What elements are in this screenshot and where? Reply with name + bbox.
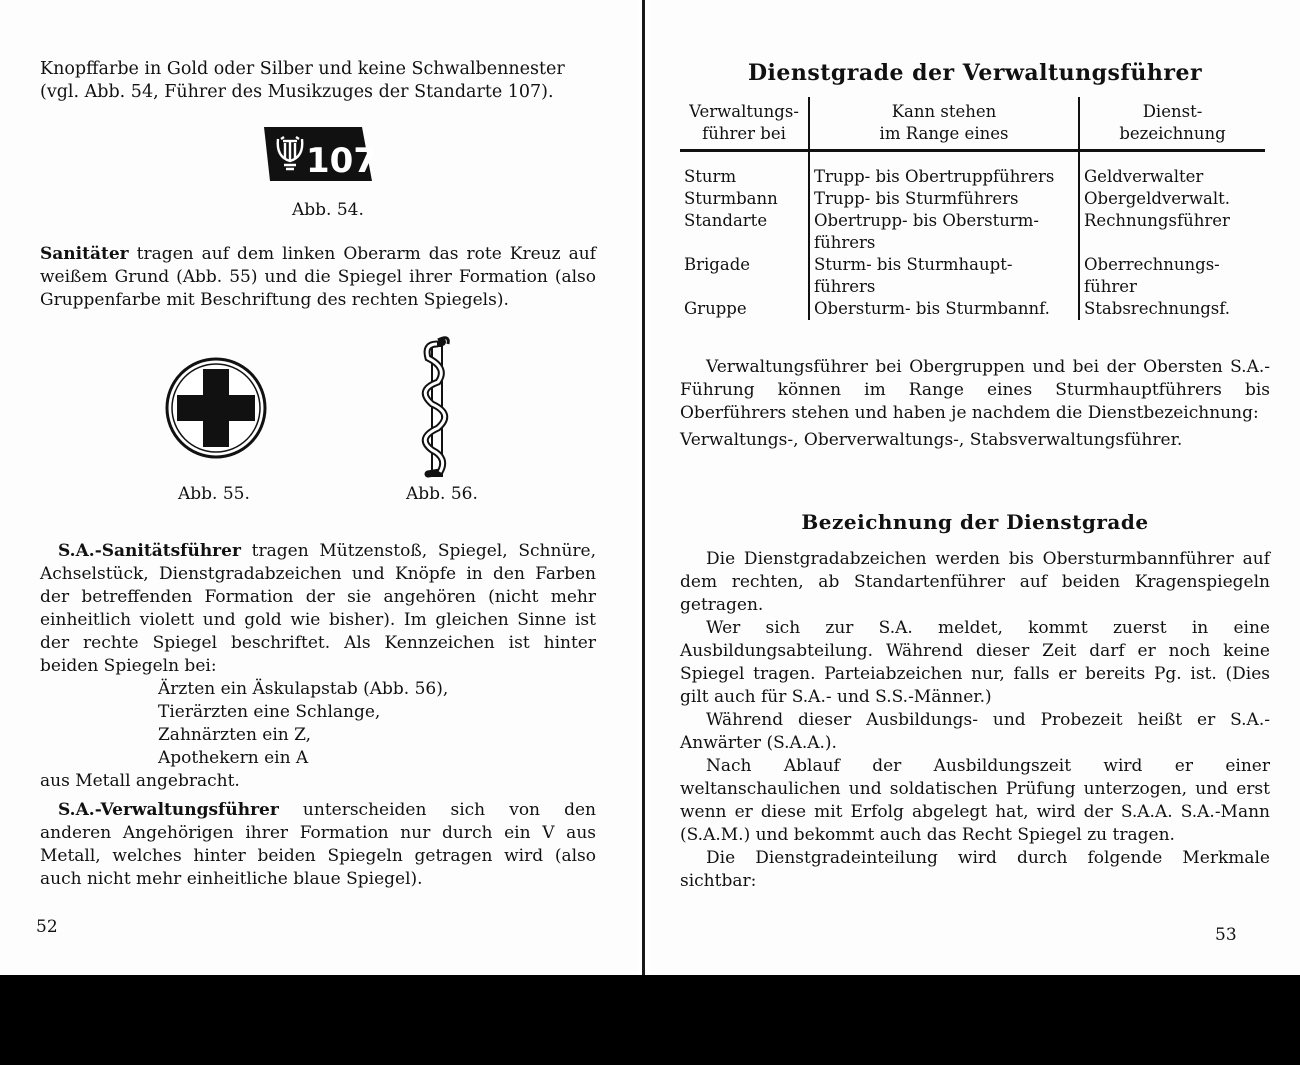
sanitaeter-term: Sanitäter — [40, 244, 129, 264]
red-cross-emblem-icon — [164, 356, 268, 460]
intro-line-2: (vgl. Abb. 54, Führer des Musikzuges der Standarte 107). — [40, 82, 554, 102]
dienstgrade-section — [680, 548, 1270, 893]
paragraph: Die Dienstgradeinteilung wird durch folgende Merkmale sichtbar: — [680, 848, 1270, 891]
table-header: Dienst- bezeichnung — [1079, 97, 1265, 151]
list-item: Ärzten ein Äskulapstab (Abb. 56), — [158, 679, 449, 699]
table-cell: Trupp- bis Obertruppführers — [809, 151, 1079, 189]
table-row — [680, 151, 1265, 189]
page-number-right: 53 — [1215, 925, 1237, 945]
list-item: Apothekern ein A — [158, 748, 309, 768]
table-cell: Standarte — [684, 211, 768, 230]
ranks-table — [680, 97, 1265, 320]
music-badge-figure — [262, 127, 374, 183]
sanitaeter-paragraph — [40, 243, 596, 312]
table-row — [680, 298, 1265, 320]
sanitaetsfuehrer-paragraph — [40, 540, 596, 891]
table-cell: Obergeldverwalt. — [1079, 188, 1265, 210]
table-cell: Gruppe — [684, 299, 747, 318]
table-header: Verwaltungs- führer bei — [680, 97, 809, 151]
table-row — [680, 210, 1265, 254]
badge-number: 107 — [306, 141, 374, 181]
intro-line-1: Knopffarbe in Gold oder Silber und keine Schwalbennester — [40, 59, 565, 79]
fig56-caption: Abb. 56. — [406, 484, 478, 504]
right-page-title: Dienstgrade der Verwaltungsführer — [747, 60, 1203, 86]
right-page — [650, 0, 1300, 975]
paragraph: Die Dienstgradabzeichen werden bis Obersturmbannführer auf dem rechten, ab Standartenführer auf beiden Kragenspiegeln getragen. — [680, 549, 1270, 615]
table-cell: Trupp- bis Sturmführers — [809, 188, 1079, 210]
table-cell: Geldverwalter — [1079, 151, 1265, 189]
sanitaetsfuehrer-text: tragen Mützenstoß, Spiegel, Schnüre, Achselstück, Dienstgradabzeichen und Knöpfe in den Farben der betreffenden Formation der sie angehören (nicht mehr einheitlich violett und gold wie bisher). Im gleichen Sinne ist der rechte Spiegel beschriftet. Als Kennzeichen ist hinter beiden Spiegeln bei: — [40, 541, 596, 676]
table-cell: Brigade — [684, 255, 751, 274]
page-number-left: 52 — [36, 917, 58, 937]
table-cell: Sturm — [684, 167, 737, 186]
bottom-black-bar — [0, 975, 1300, 1065]
verwaltungsfuehrer-term: S.A.-Verwaltungsführer — [58, 800, 279, 820]
list-item: Zahnärzten ein Z, — [158, 725, 312, 745]
kennzeichen-list — [40, 678, 596, 770]
table-cell: Obertrupp- bis Obersturm- führers — [809, 210, 1079, 254]
table-cell: Sturm- bis Sturmhaupt- führers — [809, 254, 1079, 298]
book-gutter — [638, 0, 650, 975]
sanitaetsfuehrer-term: S.A.-Sanitätsführer — [58, 541, 241, 561]
left-page — [0, 0, 638, 975]
intro-paragraph — [40, 58, 596, 104]
table-cell: Stabsrechnungsf. — [1079, 298, 1265, 320]
table-cell: Rechnungsführer — [1079, 210, 1265, 254]
verwaltung-titles: Verwaltungs-, Oberverwaltungs-, Stabsverwaltungsführer. — [680, 430, 1183, 450]
fig55-caption: Abb. 55. — [178, 484, 250, 504]
sanitaeter-text: tragen auf dem linken Oberarm das rote Kreuz auf weißem Grund (Abb. 55) und die Spiegel ihrer Formation (also Gruppenfarbe mit Beschriftung des rechten Spiegels). — [40, 244, 596, 310]
section-title: Bezeichnung der Dienstgrade — [801, 510, 1149, 534]
paragraph: Während dieser Ausbildungs- und Probezeit heißt er S.A.-Anwärter (S.A.A.). — [680, 710, 1270, 753]
table-row — [680, 254, 1265, 298]
aesculapian-staff-icon — [402, 334, 472, 480]
table-header-row — [680, 97, 1265, 151]
table-row — [680, 188, 1265, 210]
lyre-badge-icon — [262, 127, 374, 183]
table-cell: Oberrechnungs- führer — [1079, 254, 1265, 298]
list-item: Tierärzten eine Schlange, — [158, 702, 381, 722]
paragraph: Wer sich zur S.A. meldet, kommt zuerst in eine Ausbildungsabteilung. Während dieser Zeit darf er noch keine Spiegel tragen. Parteiabzeichen nur, falls er bereits Pg. ist. (Dies gilt auch für S.A.- und S.S.-Männer.) — [680, 618, 1270, 707]
verwaltung-paragraph — [680, 356, 1270, 452]
table-cell: Sturmbann — [684, 189, 778, 208]
verwaltung-text: Verwaltungsführer bei Obergruppen und bei der Obersten S.A.-Führung können im Range eines Sturmhauptführers bis Oberführers stehen und haben je nachdem die Dienstbezeichnung: — [680, 357, 1270, 423]
table-cell: Obersturm- bis Sturmbannf. — [809, 298, 1079, 320]
verwaltungsfuehrer-text: unterscheiden sich von den anderen Angehörigen ihrer Formation nur durch ein V aus Metall, welches hinter beiden Spiegeln getragen wird (also auch nicht mehr einheitliche blaue Spiegel). — [40, 800, 596, 889]
kennzeichen-end: aus Metall angebracht. — [40, 771, 240, 791]
paragraph: Nach Ablauf der Ausbildungszeit wird er einer weltanschaulichen und soldatischen Prüfung unterzogen, und erst wenn er diese mit Erfolg abgelegt hat, wird der S.A.A. S.A.-Mann (S.A.M.) und bekommt auch das Recht Spiegel zu tragen. — [680, 756, 1270, 845]
table-header: Kann stehen im Range eines — [809, 97, 1079, 151]
fig54-caption: Abb. 54. — [292, 200, 364, 220]
